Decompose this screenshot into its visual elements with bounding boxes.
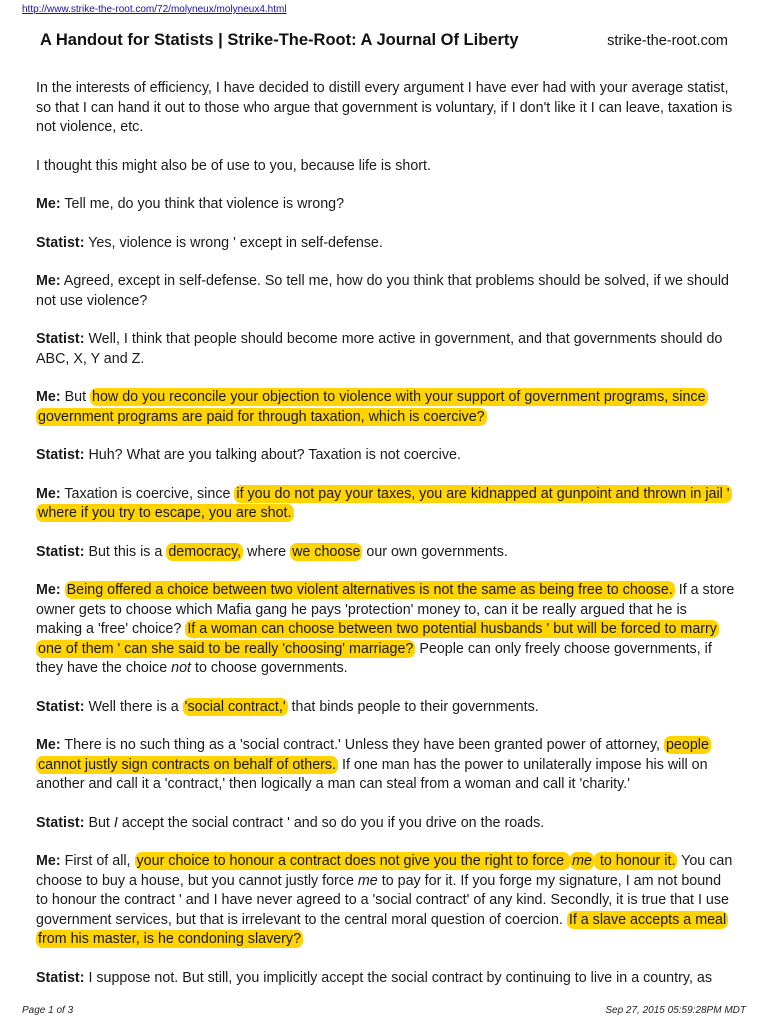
body-text: I suppose not. But still, you implicitly accept the social contract by continuing to live in a country, as — [84, 969, 712, 986]
paragraph — [36, 698, 736, 718]
body-text: First of all, — [60, 853, 135, 869]
body-text: But — [84, 814, 114, 831]
speaker-label: Me: — [36, 196, 61, 212]
paragraph — [36, 79, 736, 138]
body-text: Well there is a — [84, 698, 183, 715]
speaker-label: Me: — [36, 853, 61, 869]
body-text — [61, 582, 65, 598]
page-number: Page 1 of 3 — [22, 1005, 74, 1016]
page-footer — [22, 1005, 746, 1016]
highlighted-text: me — [572, 853, 592, 869]
paragraph — [36, 581, 736, 679]
speaker-label: Me: — [36, 582, 61, 598]
highlighted-text: If a woman can choose between two potential husbands ' but will be forced to marry one of them ' can she said to be really 'choosing' marriage? — [38, 621, 717, 657]
print-timestamp: Sep 27, 2015 05:59:28PM MDT — [605, 1005, 746, 1016]
body-text: Yes, violence is wrong ' except in self-defense. — [84, 234, 383, 251]
paragraph — [36, 852, 736, 950]
source-url[interactable]: http://www.strike-the-root.com/72/molyneux/molyneux4.html — [22, 4, 287, 15]
highlighted-text: to honour it. — [595, 853, 676, 869]
article-body — [36, 79, 736, 1007]
body-text: You can choose to buy a house, but you cannot justly force — [36, 853, 733, 889]
highlighted-text: 'social contract,' — [184, 698, 286, 715]
paragraph — [36, 195, 736, 215]
body-text: to pay for it. If you forge my signature, I am not bound to honour the contract ' and I have never agreed to a 'social contract' of any kind. Secondly, it is true that I use government services, but that is irrelevant to the central moral question of coercion. — [36, 872, 729, 928]
body-text: accept the social contract ' and so do you if you drive on the roads. — [117, 814, 545, 831]
speaker-label: Me: — [36, 273, 61, 289]
body-text: that binds people to their governments. — [287, 698, 539, 715]
body-text: to choose governments. — [191, 660, 348, 676]
paragraph — [36, 388, 736, 427]
speaker-label: Statist: — [36, 969, 85, 986]
speaker-label: Statist: — [36, 331, 85, 347]
paragraph — [36, 157, 736, 177]
body-text: But this is a — [84, 543, 167, 560]
paragraph — [36, 969, 736, 989]
highlighted-text: how do you reconcile your objection to violence with your support of government programs, since government programs are paid for through taxation, which is coercive? — [38, 389, 706, 425]
speaker-label: Me: — [36, 389, 61, 405]
speaker-label: Statist: — [36, 814, 85, 831]
emphasis-text: me — [357, 872, 378, 889]
paragraph — [36, 736, 736, 795]
highlighted-text: Being offered a choice between two violent alternatives is not the same as being free to choose. — [66, 582, 673, 598]
speaker-label: Statist: — [36, 234, 85, 251]
body-text: our own governments. — [362, 543, 508, 560]
paragraph — [36, 330, 736, 369]
body-text: In the interests of efficiency, I have decided to distill every argument I have ever had with your average statist, so that I can hand it out to those who argue that government is voluntary, if I don't like it I can leave, taxation is not violence, etc. — [36, 80, 733, 135]
body-text: But — [60, 389, 91, 405]
paragraph — [36, 234, 736, 254]
site-name: strike-the-root.com — [607, 33, 728, 49]
speaker-label: Statist: — [36, 447, 85, 463]
paragraph — [36, 485, 736, 524]
body-text: I thought this might also be of use to you, because life is short. — [36, 157, 431, 174]
body-text: Taxation is coercive, since — [60, 485, 235, 502]
page-header — [40, 31, 728, 50]
highlighted-text: if you do not pay your taxes, you are kidnapped at gunpoint and thrown in jail ' where if you try to escape, you are shot. — [38, 485, 730, 521]
speaker-label: Statist: — [36, 698, 85, 715]
paragraph — [36, 814, 736, 834]
page-title: A Handout for Statists | Strike-The-Root: A Journal Of Liberty — [40, 31, 519, 49]
body-text: People can only freely choose governments, if they have the choice — [36, 640, 712, 676]
paragraph — [36, 272, 736, 311]
highlighted-text: democracy, — [168, 543, 242, 560]
paragraph — [36, 446, 736, 466]
speaker-label: Statist: — [36, 543, 85, 560]
highlighted-text: your choice to honour a contract does not give you the right to force — [136, 853, 569, 869]
highlighted-text: If a slave accepts a meal from his master, is he condoning slavery? — [38, 911, 727, 947]
body-text: There is no such thing as a 'social contract.' Unless they have been granted power of attorney, — [60, 737, 664, 753]
speaker-label: Me: — [36, 737, 61, 753]
emphasis-text: not — [171, 660, 191, 676]
highlighted-text: people cannot justly sign contracts on behalf of others. — [38, 737, 709, 773]
paragraph — [36, 543, 736, 563]
highlighted-text: we choose — [292, 543, 361, 560]
body-text: Huh? What are you talking about? Taxation is not coercive. — [84, 447, 461, 463]
body-text: If one man has the power to unilaterally impose his will on another and call it a 'contract,' then logically a man can steal from a woman and call it 'charity.' — [36, 756, 708, 792]
body-text: Tell me, do you think that violence is wrong? — [60, 196, 345, 212]
speaker-label: Me: — [36, 485, 61, 502]
body-text: Well, I think that people should become more active in government, and that governments should do ABC, X, Y and Z. — [36, 331, 723, 367]
emphasis-text: I — [113, 814, 118, 831]
body-text: where — [243, 543, 291, 560]
body-text: If a store owner gets to choose which Mafia gang he pays 'protection' money to, can it be really argued that he is making a 'free' choice? — [36, 582, 735, 637]
body-text: Agreed, except in self-defense. So tell me, how do you think that problems should be solved, if we should not use violence? — [36, 273, 729, 309]
